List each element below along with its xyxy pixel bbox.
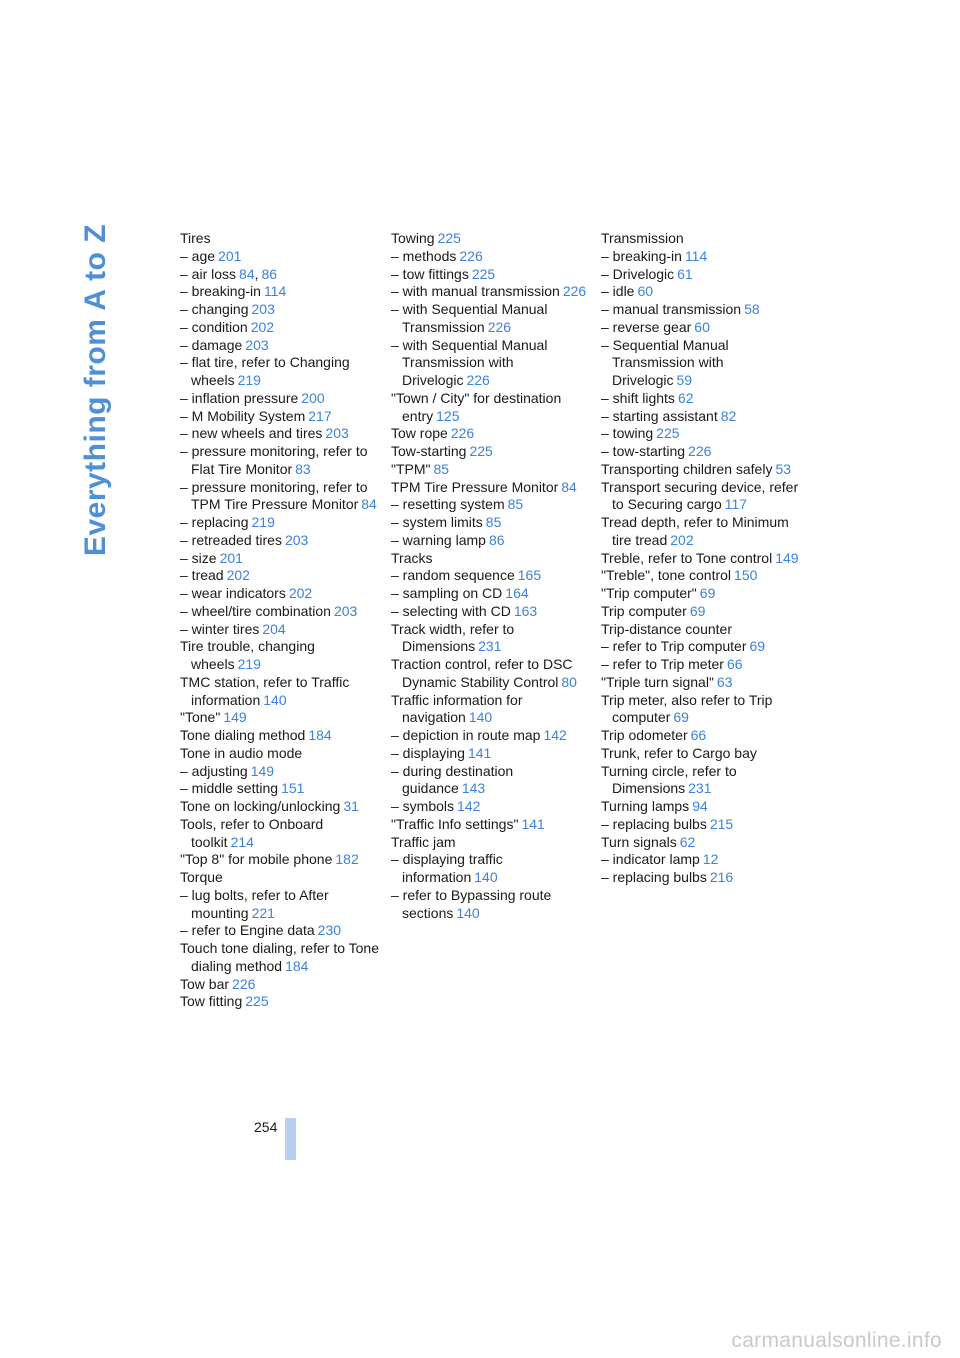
entry-text: Turning lamps <box>601 798 690 814</box>
entry-text: Towing <box>391 230 435 246</box>
index-entry <box>180 337 380 355</box>
page-reference-link[interactable]: 140 <box>263 691 287 708</box>
page-reference-link[interactable]: 226 <box>487 318 512 335</box>
index-entry <box>180 922 380 940</box>
page-reference-link[interactable]: 216 <box>709 869 734 885</box>
entry-text: Tires <box>180 230 211 246</box>
index-entry <box>180 851 380 869</box>
page-reference-link[interactable]: 225 <box>656 425 680 442</box>
index-column-1 <box>180 230 380 1011</box>
page-reference-link[interactable]: 221 <box>251 904 275 921</box>
index-entry <box>601 461 801 479</box>
entry-text: – damage <box>180 336 243 353</box>
index-entry <box>391 425 591 443</box>
entry-text: – shift lights <box>601 389 675 406</box>
index-entry <box>391 816 591 834</box>
index-entry <box>391 763 591 799</box>
entry-text: – sampling on CD <box>391 585 503 601</box>
page-reference-link[interactable]: 225 <box>437 230 461 246</box>
index-entry <box>601 248 801 266</box>
page-reference-link[interactable]: 80 <box>561 673 577 690</box>
entry-text: – breaking-in <box>180 283 261 300</box>
index-entry <box>180 727 380 745</box>
page-reference-link[interactable]: 62 <box>679 833 696 850</box>
entry-text: – pressure monitoring, refer to TPM Tire Pressure Monitor <box>180 478 368 513</box>
entry-text: Tracks <box>391 549 433 566</box>
entry-text: – winter tires <box>180 620 260 637</box>
index-entry <box>391 585 591 603</box>
page-reference-link[interactable]: 202 <box>226 567 250 584</box>
index-entry <box>601 425 801 443</box>
entry-text: – selecting with CD <box>391 602 511 619</box>
page-reference-link[interactable]: 66 <box>726 656 743 672</box>
page-reference-link[interactable]: 140 <box>468 709 493 726</box>
index-entry <box>391 603 591 621</box>
index-entry <box>601 656 801 674</box>
entry-text: – tow fittings <box>391 265 469 282</box>
index-entry <box>180 532 380 550</box>
entry-text: – retreaded tires <box>180 531 282 548</box>
index-entry <box>180 798 380 816</box>
entry-text: – displaying traffic information <box>391 851 503 885</box>
entry-text: – flat tire, refer to Changing wheels <box>180 354 350 388</box>
entry-text: – refer to Trip computer <box>601 638 747 655</box>
page-reference-link[interactable]: 217 <box>308 407 332 424</box>
index-entry <box>391 283 591 301</box>
entry-text: Trip-distance counter <box>601 620 732 637</box>
entry-text: Turn signals <box>601 833 677 850</box>
page-reference-link[interactable]: 202 <box>288 585 313 601</box>
index-entry <box>601 745 801 763</box>
page-reference-link[interactable]: 149 <box>223 709 247 726</box>
index-entry <box>180 390 380 408</box>
entry-text: – during destination guidance <box>391 762 514 797</box>
entry-text: – with Sequential Manual Transmission <box>391 301 548 335</box>
index-entry <box>601 319 801 337</box>
entry-text: – resetting system <box>391 496 505 513</box>
index-entry <box>180 319 380 337</box>
page-reference-link[interactable]: 85 <box>485 514 502 530</box>
page-reference-link[interactable]: 66 <box>690 727 707 743</box>
index-entry <box>601 692 801 728</box>
index-entry <box>391 692 591 728</box>
entry-text: – depiction in route map <box>391 727 541 743</box>
entry-text: – replacing bulbs <box>601 869 707 885</box>
page-reference-link[interactable]: 201 <box>219 549 243 566</box>
index-entry <box>180 887 380 923</box>
section-title: Everything from A to Z <box>79 223 112 557</box>
index-entry <box>601 408 801 426</box>
page-reference-link[interactable]: 225 <box>469 443 493 459</box>
page-reference-link[interactable]: 114 <box>684 247 708 264</box>
entry-text: – air loss <box>180 265 237 282</box>
entry-text: – Drivelogic <box>601 265 675 282</box>
page-reference-link[interactable]: 125 <box>436 407 460 424</box>
entry-text: – idle <box>601 283 635 300</box>
page-reference-link[interactable]: 85 <box>507 496 524 513</box>
index-entry <box>391 727 591 745</box>
watermark: carmanualsonline.info <box>731 1329 942 1352</box>
index-entry <box>601 763 801 799</box>
entry-text: – wear indicators <box>180 585 286 601</box>
entry-text: – age <box>180 247 216 264</box>
entry-text: – middle setting <box>180 780 279 797</box>
index-entry <box>391 745 591 763</box>
entry-text: – wheel/tire combination <box>180 602 331 619</box>
entry-text: – symbols <box>391 798 455 814</box>
entry-text: Transmission <box>601 230 684 246</box>
index-entry <box>601 550 801 568</box>
entry-text: Trip computer <box>601 602 687 619</box>
entry-text: – with Sequential Manual Transmission with Drivelogic <box>391 336 548 388</box>
index-entry <box>391 550 591 568</box>
page-reference-link[interactable]: 184 <box>285 957 309 974</box>
entry-text: – warning lamp <box>391 531 486 548</box>
index-entry <box>391 461 591 479</box>
entry-text: – refer to Trip meter <box>601 656 724 672</box>
index-entry <box>180 408 380 426</box>
index-entry <box>601 674 801 692</box>
page-reference-link[interactable]: 163 <box>513 602 538 619</box>
index-entry <box>180 869 380 887</box>
page-reference-link[interactable]: 204 <box>262 620 286 637</box>
page-reference-link[interactable]: 150 <box>734 567 758 584</box>
entry-text: – indicator lamp <box>601 851 700 868</box>
entry-text: Transporting children safely <box>601 460 773 477</box>
page-reference-link[interactable]: 203 <box>333 602 358 619</box>
page-reference-link[interactable]: 117 <box>724 496 748 513</box>
page-reference-link[interactable]: 63 <box>716 673 733 690</box>
page-reference-link[interactable]: 203 <box>245 336 269 353</box>
entry-text: Trip odometer <box>601 727 688 743</box>
page-reference-link[interactable]: 69 <box>673 709 689 726</box>
page-reference-link[interactable]: 114 <box>263 283 287 300</box>
index-entry <box>601 798 801 816</box>
entry-text: "Tone" <box>180 709 221 726</box>
entry-text: – inflation pressure <box>180 389 299 406</box>
entry-text: – refer to Bypassing route sections <box>391 886 552 921</box>
page-reference-link[interactable]: 201 <box>218 247 242 264</box>
page-reference-link[interactable]: 86 <box>488 531 505 548</box>
index-entry <box>601 283 801 301</box>
entry-text: Tone dialing method <box>180 727 306 743</box>
index-entry <box>180 567 380 585</box>
entry-text: Tow rope <box>391 425 448 442</box>
page-reference-link[interactable]: 94 <box>692 798 708 814</box>
page-reference-link[interactable]: 200 <box>301 389 325 406</box>
page-reference-link[interactable]: 31 <box>343 798 359 814</box>
index-entry <box>391 656 591 692</box>
entry-text: – M Mobility System <box>180 407 306 424</box>
page-reference-link[interactable]: 226 <box>562 283 587 300</box>
entry-text: "Top 8" for mobile phone <box>180 851 333 868</box>
entry-text: – Sequential Manual Transmission with Drivelogic <box>601 336 729 388</box>
entry-text: – lug bolts, refer to After mounting <box>180 886 329 921</box>
page-reference-link[interactable]: 86 <box>261 265 278 282</box>
index-entry <box>180 585 380 603</box>
entry-text: – methods <box>391 247 457 264</box>
index-entry <box>391 390 591 426</box>
entry-text: Trunk, refer to Cargo bay <box>601 744 757 761</box>
entry-text: Tread depth, refer to Minimum tire tread <box>601 514 789 548</box>
entry-text: – breaking-in <box>601 247 682 264</box>
page-reference-link[interactable]: 231 <box>478 638 502 655</box>
entry-text: – towing <box>601 425 654 442</box>
index-entry <box>601 727 801 745</box>
entry-text: – tread <box>180 567 224 584</box>
entry-text: TPM Tire Pressure Monitor <box>391 478 559 495</box>
index-entry <box>180 674 380 710</box>
page-reference-link[interactable]: 219 <box>237 372 261 388</box>
entry-text: – condition <box>180 318 248 335</box>
entry-text: "Triple turn signal" <box>601 673 714 690</box>
page-reference-link[interactable]: 219 <box>251 514 275 530</box>
page-reference-link[interactable]: 231 <box>688 780 712 797</box>
index-entry <box>601 585 801 603</box>
entry-text: Tow-starting <box>391 443 467 459</box>
page-reference-link[interactable]: 226 <box>459 247 483 264</box>
index-entry <box>391 798 591 816</box>
index-entry <box>180 479 380 515</box>
page-reference-link[interactable]: 84 <box>561 478 577 495</box>
index-column-2 <box>391 230 591 922</box>
index-entry <box>180 780 380 798</box>
index-entry <box>391 851 591 887</box>
index-entry <box>601 230 801 248</box>
index-entry <box>180 603 380 621</box>
entry-text: TMC station, refer to Traffic information <box>180 673 350 708</box>
entry-text: – adjusting <box>180 762 248 779</box>
page-reference-link[interactable]: 226 <box>450 425 475 442</box>
page-reference-link[interactable]: 142 <box>543 727 567 743</box>
page-reference-link[interactable]: 61 <box>677 265 693 282</box>
page-reference-link[interactable]: 142 <box>457 798 481 814</box>
page-reference-link[interactable]: 230 <box>317 922 342 939</box>
index-entry <box>180 354 380 390</box>
index-entry <box>180 301 380 319</box>
entry-text: Tow fitting <box>180 993 243 1010</box>
index-entry <box>601 266 801 284</box>
page-reference-link[interactable]: 184 <box>308 727 332 743</box>
page-reference-link[interactable]: 182 <box>335 851 359 868</box>
page-reference-link[interactable]: 141 <box>521 815 545 832</box>
index-entry <box>391 479 591 497</box>
index-entry <box>601 869 801 887</box>
page-reference-link[interactable]: 202 <box>250 318 275 335</box>
page-reference-link[interactable]: 82 <box>720 407 737 424</box>
page-reference-link[interactable]: 203 <box>284 531 309 548</box>
page-reference-link[interactable]: 140 <box>474 869 498 885</box>
page-reference-link[interactable]: 225 <box>471 265 496 282</box>
page-reference-link[interactable]: 164 <box>505 585 529 601</box>
page-reference-link[interactable]: 226 <box>232 975 256 992</box>
entry-text: Treble, refer to Tone control <box>601 549 773 566</box>
entry-text: – new wheels and tires <box>180 425 323 442</box>
index-entry <box>601 443 801 461</box>
index-entry <box>391 443 591 461</box>
page-number: 254 <box>254 1119 278 1135</box>
entry-text: Torque <box>180 869 223 885</box>
index-entry <box>391 337 591 390</box>
page-reference-link[interactable]: 85 <box>433 460 450 477</box>
index-entry <box>180 940 380 976</box>
entry-text: – refer to Engine data <box>180 922 315 939</box>
index-entry <box>601 834 801 852</box>
index-entry <box>601 603 801 621</box>
index-entry <box>180 621 380 639</box>
page-reference-link[interactable]: 60 <box>637 283 654 300</box>
page-reference-link[interactable]: 149 <box>775 549 799 566</box>
page-reference-link[interactable]: 226 <box>466 372 490 388</box>
index-entry <box>391 834 591 852</box>
index-entry <box>180 248 380 266</box>
entry-text: Tow bar <box>180 975 230 992</box>
index-entry <box>391 301 591 337</box>
entry-text: "Town / City" for destination entry <box>391 389 562 424</box>
index-entry <box>180 816 380 852</box>
page-reference-link[interactable]: 203 <box>325 425 349 442</box>
index-entry <box>391 887 591 923</box>
index-entry <box>391 567 591 585</box>
index-entry <box>180 993 380 1011</box>
index-entry <box>601 851 801 869</box>
index-entry <box>601 337 801 390</box>
index-entry: – air loss 84, 86 <box>180 265 278 282</box>
index-entry <box>180 638 380 674</box>
index-entry <box>180 283 380 301</box>
index-entry <box>180 550 380 568</box>
page-reference-link[interactable]: 219 <box>237 656 261 672</box>
index-entry <box>601 390 801 408</box>
entry-text: Touch tone dialing, refer to Tone dialing method <box>180 940 379 974</box>
entry-text: – random sequence <box>391 567 515 584</box>
page-marker-bar <box>285 1118 296 1160</box>
page-reference-link[interactable]: 165 <box>517 567 542 584</box>
index-entry <box>180 745 380 763</box>
index-entry <box>601 621 801 639</box>
entry-text: "TPM" <box>391 460 431 477</box>
entry-text: – replacing bulbs <box>601 815 707 832</box>
index-entry <box>180 763 380 781</box>
entry-text: Track width, refer to Dimensions <box>391 620 515 655</box>
index-entry <box>391 248 591 266</box>
entry-text: Tone in audio mode <box>180 744 303 761</box>
index-entry <box>391 230 591 248</box>
page-reference-link[interactable]: 214 <box>230 833 254 850</box>
page-reference-link[interactable]: 203 <box>251 301 275 317</box>
page-reference-link[interactable]: 83 <box>295 460 311 477</box>
index-entry <box>601 816 801 834</box>
index-entry <box>391 514 591 532</box>
entry-text: – system limits <box>391 514 483 530</box>
entry-text: Traffic jam <box>391 833 456 850</box>
index-entry <box>601 638 801 656</box>
page-reference-link[interactable]: 202 <box>670 531 694 548</box>
page-reference-link[interactable]: 84 <box>239 265 255 282</box>
page-reference-link[interactable]: 143 <box>461 780 486 797</box>
index-entry <box>180 514 380 532</box>
index-entry <box>391 621 591 657</box>
entry-text: – reverse gear <box>601 318 692 335</box>
entry-text: – displaying <box>391 744 465 761</box>
page-reference-link[interactable]: 69 <box>699 585 716 601</box>
page-reference-link[interactable]: 149 <box>250 762 275 779</box>
entry-text: – changing <box>180 301 249 317</box>
page-reference-link[interactable]: 53 <box>775 460 792 477</box>
entry-text: Traction control, refer to DSC Dynamic Stability Control <box>391 656 573 690</box>
index-entry <box>391 532 591 550</box>
page-reference-link[interactable]: 141 <box>467 744 492 761</box>
entry-text: – size <box>180 549 217 566</box>
page-reference-link[interactable]: 140 <box>456 904 480 921</box>
entry-text: – starting assistant <box>601 407 718 424</box>
index-entry <box>180 230 380 248</box>
page-reference-link[interactable]: 226 <box>688 443 712 459</box>
page-reference-link[interactable]: 69 <box>749 638 766 655</box>
index-entry <box>601 514 801 550</box>
index-entry <box>601 479 801 515</box>
entry-text: Tools, refer to Onboard toolkit <box>180 815 324 850</box>
page-reference-link[interactable]: 84 <box>361 496 377 513</box>
entry-text: – manual transmission <box>601 301 742 317</box>
page-reference-link[interactable]: 151 <box>281 780 305 797</box>
entry-text: Turning circle, refer to Dimensions <box>601 762 737 797</box>
page-reference-link[interactable]: 225 <box>245 993 269 1010</box>
index-entry <box>180 425 380 443</box>
page-reference-link[interactable]: 59 <box>676 372 693 388</box>
index-entry <box>180 709 380 727</box>
index-entry <box>180 976 380 994</box>
index-entry <box>391 266 591 284</box>
entry-text: – replacing <box>180 514 249 530</box>
entry-text: Traffic information for navigation <box>391 691 523 726</box>
entry-text: Transport securing device, refer to Securing cargo <box>601 478 799 513</box>
entry-text: "Traffic Info settings" <box>391 815 519 832</box>
index-entry <box>601 567 801 585</box>
entry-text: "Treble", tone control <box>601 567 732 584</box>
entry-text: – with manual transmission <box>391 283 560 300</box>
entry-text: Tire trouble, changing wheels <box>180 638 315 672</box>
page-reference-link[interactable]: 60 <box>694 318 710 335</box>
page-reference-link[interactable]: 62 <box>677 389 694 406</box>
index-entry <box>391 496 591 514</box>
page-reference-link[interactable]: 12 <box>702 851 719 868</box>
entry-text: "Trip computer" <box>601 585 697 601</box>
page-reference-link[interactable]: 215 <box>709 815 734 832</box>
entry-text: Tone on locking/unlocking <box>180 798 341 814</box>
page-reference-link[interactable]: 69 <box>689 602 706 619</box>
entry-text: – pressure monitoring, refer to Flat Tire Monitor <box>180 443 368 477</box>
index-entry <box>180 443 380 479</box>
entry-text: Trip meter, also refer to Trip computer <box>601 691 773 726</box>
entry-text: – tow-starting <box>601 443 686 459</box>
index-entry <box>601 301 801 319</box>
index-column-3 <box>601 230 801 887</box>
page-reference-link[interactable]: 58 <box>744 301 760 317</box>
